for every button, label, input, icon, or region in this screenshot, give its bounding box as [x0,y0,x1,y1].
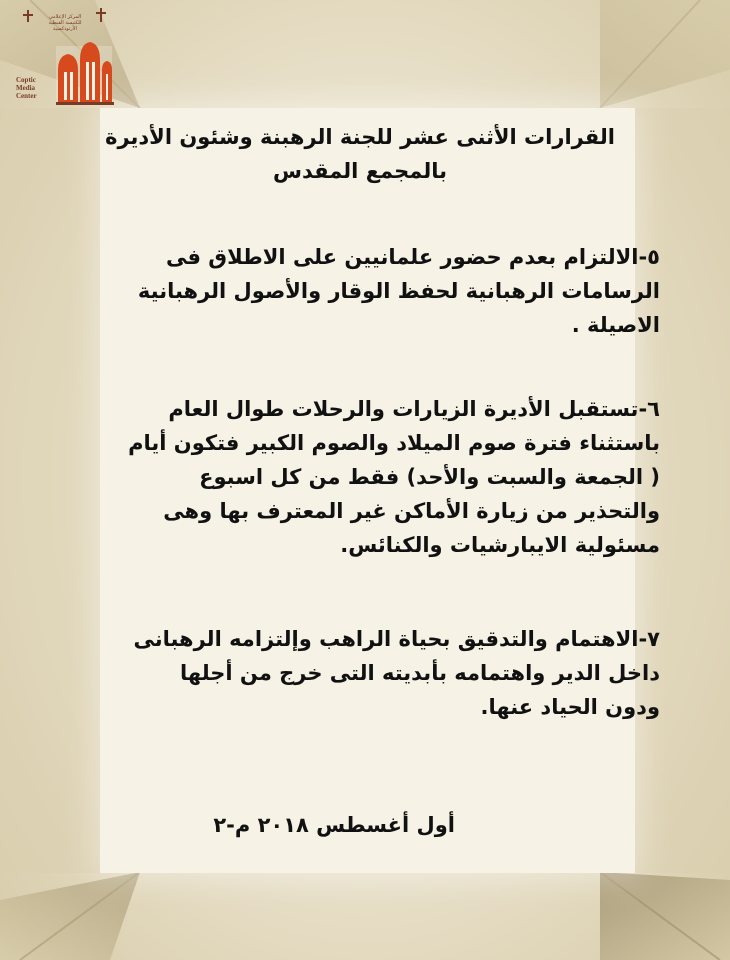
logo-english-line: Center [16,92,37,100]
document-date: أول أغسطس ٢٠١٨ م-٢ [213,813,455,837]
paragraph-line: ( الجمعة والسبت والأحد) فقط من كل اسبوع [199,465,660,489]
logo-arabic-line: المركز الإعلامي [48,14,82,20]
paragraph-line: ٥-الالتزام بعدم حضور علمانيين على الاطلاق فى [165,245,660,269]
decision-5-paragraph [50,240,660,342]
logo-english-line: Media [16,84,36,92]
logo-english-line: Coptic [16,76,36,84]
paragraph-line: ٦-تستقبل الأديرة الزيارات والرحلات طوال العام [168,397,660,421]
paragraph-line: الرسامات الرهبانية لحفظ الوقار والأصول الرهبانية [137,279,660,303]
paragraph-line: مسئولية الايبارشيات والكنائس. [340,533,660,557]
logo-arabic-line: للكنيسة القبطية [48,20,82,26]
title-line: بالمجمع المقدس [273,159,447,183]
logo-arabic-name [36,14,94,32]
paragraph-line: والتحذير من زيارة الأماكن غير المعترف بها وهى [163,499,660,523]
paragraph-line: الاصيلة . [571,313,660,337]
title-line: القرارات الأثنى عشر للجنة الرهبنة وشئون الأديرة [105,125,615,149]
logo-arabic-line: الأرثوذكسية [53,26,77,32]
coptic-media-center-logo [12,6,114,106]
paragraph-line: باستثناء فترة صوم الميلاد والصوم الكبير فتكون أيام [128,431,660,455]
paragraph-line: ٧-الاهتمام والتدقيق بحياة الراهب وإلتزامه الرهبانى [133,627,660,651]
paragraph-line: ودون الحياد عنها. [480,695,660,719]
page-title [60,120,660,188]
decision-6-paragraph [50,392,660,562]
decision-7-paragraph [50,622,660,724]
logo-english-name [16,76,37,100]
paragraph-line: داخل الدير واهتمامه بأبديته التى خرج من أجلها [179,661,660,685]
